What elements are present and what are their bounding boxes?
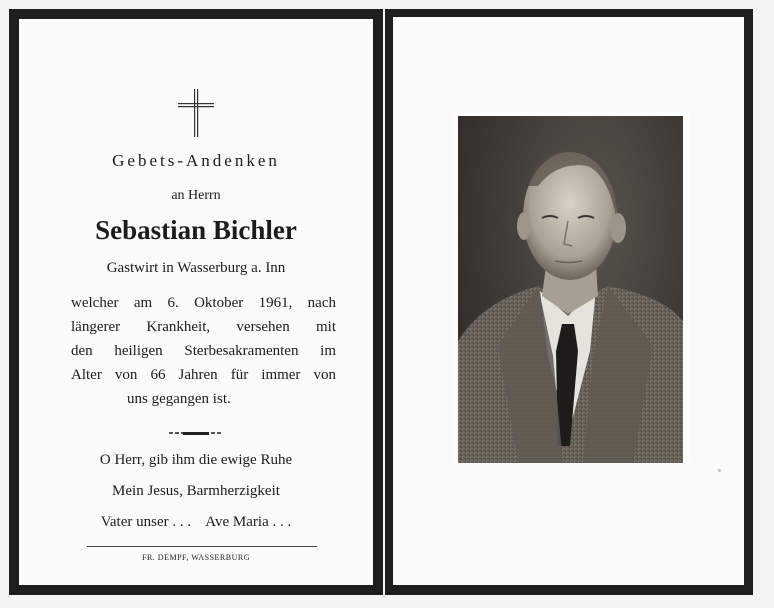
- body-line: längerer Krankheit, versehen mit: [71, 319, 336, 335]
- prayer-line: Vater unser . . . Ave Maria . . .: [100, 514, 292, 530]
- ornament-divider: [169, 432, 223, 434]
- deceased-name: Sebastian Bichler: [95, 215, 297, 245]
- photo-frame: [453, 111, 690, 463]
- cross-icon: [176, 89, 216, 137]
- dedication-text: an Herrn: [171, 188, 221, 203]
- body-line: uns gegangen ist.: [127, 391, 231, 407]
- portrait-figure: [458, 116, 683, 463]
- card-header: Gebets-Andenken: [112, 151, 280, 170]
- card-right-panel: [385, 9, 753, 595]
- printer-imprint: FR. DEMPF, WASSERBURG: [142, 553, 250, 562]
- portrait-photo: [458, 116, 683, 463]
- prayer-line: O Herr, gib ihm die ewige Ruhe: [99, 452, 293, 468]
- body-line: den heiligen Sterbesakramenten im: [71, 343, 336, 359]
- occupation-text: Gastwirt in Wasserburg a. Inn: [106, 260, 286, 276]
- body-line: Alter von 66 Jahren für immer von: [71, 367, 336, 383]
- prayer-line: Mein Jesus, Barmherzigkeit: [112, 483, 280, 499]
- card-left-panel: [9, 9, 383, 595]
- card-photo-area: [393, 17, 744, 585]
- paper-speck: [718, 469, 721, 472]
- body-line: welcher am 6. Oktober 1961, nach: [71, 295, 336, 311]
- footer-rule: [87, 546, 317, 547]
- card-text-area: [19, 19, 373, 585]
